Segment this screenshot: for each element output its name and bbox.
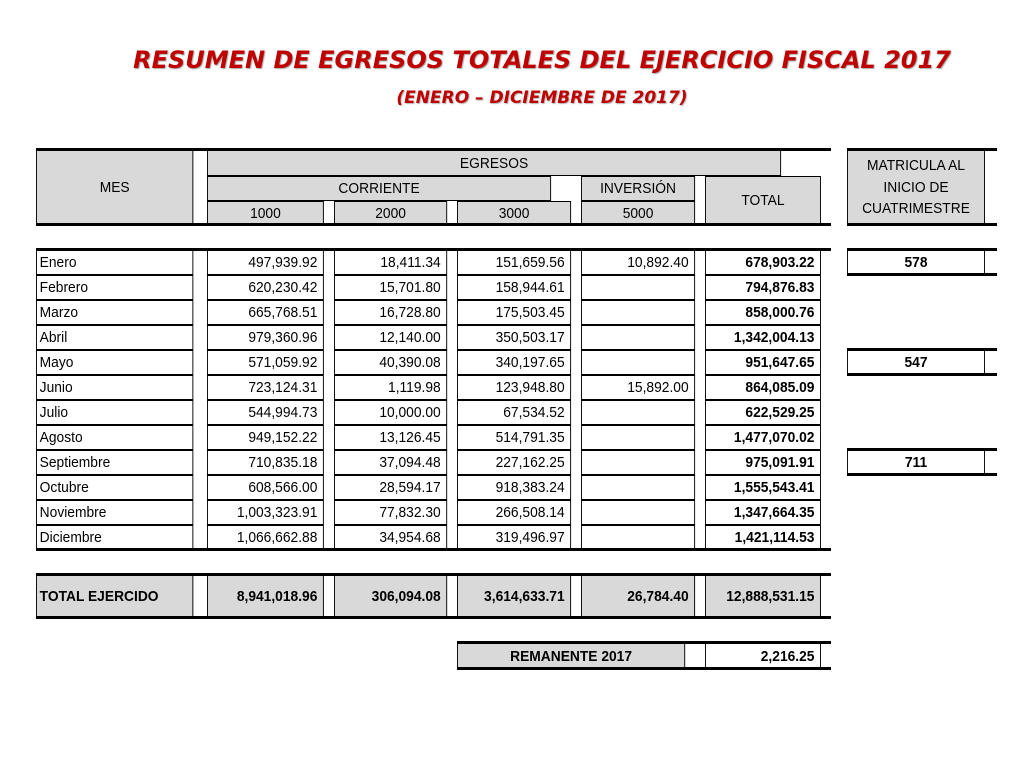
cell-total: 1,421,114.53 xyxy=(705,525,821,550)
table-border xyxy=(36,223,831,226)
cell-5000 xyxy=(581,325,695,350)
cell-2000: 77,832.30 xyxy=(334,500,447,525)
cell-3000: 514,791.35 xyxy=(457,425,571,450)
cell-1000: 571,059.92 xyxy=(207,350,324,375)
cell-1000: 1,066,662.88 xyxy=(207,525,324,550)
header-corriente: CORRIENTE xyxy=(207,176,551,201)
table-border xyxy=(847,273,997,276)
cell-1000: 544,994.73 xyxy=(207,400,324,425)
table-border xyxy=(847,148,997,151)
cell-5000 xyxy=(581,425,695,450)
table-border xyxy=(847,473,997,476)
header-5000: 5000 xyxy=(581,201,695,225)
header-1000: 1000 xyxy=(207,201,324,225)
cell-5000 xyxy=(581,450,695,475)
month-label: Septiembre xyxy=(36,450,193,475)
cell-2000: 1,119.98 xyxy=(334,375,447,400)
table-border xyxy=(847,373,997,376)
cell-1000: 608,566.00 xyxy=(207,475,324,500)
cell-2000: 12,140.00 xyxy=(334,325,447,350)
cell-3000: 175,503.45 xyxy=(457,300,571,325)
month-label: Agosto xyxy=(36,425,193,450)
month-label: Noviembre xyxy=(36,500,193,525)
cell-total: 678,903.22 xyxy=(705,250,821,275)
cell-5000 xyxy=(581,500,695,525)
cell-1000: 979,360.96 xyxy=(207,325,324,350)
month-label: Octubre xyxy=(36,475,193,500)
cell-2000: 10,000.00 xyxy=(334,400,447,425)
month-label: Marzo xyxy=(36,300,193,325)
cell-3000: 67,534.52 xyxy=(457,400,571,425)
cell-2000: 13,126.45 xyxy=(334,425,447,450)
cell-total: 1,555,543.41 xyxy=(705,475,821,500)
table-border xyxy=(36,548,831,551)
cell-total: 1,347,664.35 xyxy=(705,500,821,525)
matricula-value: 711 xyxy=(847,450,985,475)
remanente-value: 2,216.25 xyxy=(705,643,821,669)
cell-2000: 18,411.34 xyxy=(334,250,447,275)
cell-3000: 918,383.24 xyxy=(457,475,571,500)
cell-5000: 10,892.40 xyxy=(581,250,695,275)
cell-total: 858,000.76 xyxy=(705,300,821,325)
cell-3000: 151,659.56 xyxy=(457,250,571,275)
cell-2000: 34,954.68 xyxy=(334,525,447,550)
cell-3000: 123,948.80 xyxy=(457,375,571,400)
cell-2000: 37,094.48 xyxy=(334,450,447,475)
cell-5000: 15,892.00 xyxy=(581,375,695,400)
cell-1000: 723,124.31 xyxy=(207,375,324,400)
month-label: Febrero xyxy=(36,275,193,300)
cell-total: 794,876.83 xyxy=(705,275,821,300)
matricula-value: 578 xyxy=(847,250,985,275)
cell-3000: 350,503.17 xyxy=(457,325,571,350)
total-2000: 306,094.08 xyxy=(334,575,447,618)
table-border xyxy=(457,641,831,644)
cell-3000: 227,162.25 xyxy=(457,450,571,475)
cell-total: 951,647.65 xyxy=(705,350,821,375)
cell-total: 1,477,070.02 xyxy=(705,425,821,450)
remanente-label: REMANENTE 2017 xyxy=(457,643,685,669)
month-label: Diciembre xyxy=(36,525,193,550)
cell-1000: 949,152.22 xyxy=(207,425,324,450)
cell-2000: 28,594.17 xyxy=(334,475,447,500)
month-label: Junio xyxy=(36,375,193,400)
document-title: RESUMEN DE EGRESOS TOTALES DEL EJERCICIO FISCAL 2017 xyxy=(133,46,951,74)
month-label: Mayo xyxy=(36,350,193,375)
header-mes: MES xyxy=(36,150,193,225)
cell-3000: 340,197.65 xyxy=(457,350,571,375)
table-border xyxy=(847,248,997,251)
cell-2000: 15,701.80 xyxy=(334,275,447,300)
matricula-value: 547 xyxy=(847,350,985,375)
cell-total: 1,342,004.13 xyxy=(705,325,821,350)
table-border xyxy=(36,616,831,619)
cell-total: 864,085.09 xyxy=(705,375,821,400)
header-total: TOTAL xyxy=(705,176,821,225)
cell-2000: 16,728.80 xyxy=(334,300,447,325)
cell-1000: 497,939.92 xyxy=(207,250,324,275)
cell-total: 975,091.91 xyxy=(705,450,821,475)
table-border xyxy=(847,223,997,226)
cell-5000 xyxy=(581,400,695,425)
cell-1000: 710,835.18 xyxy=(207,450,324,475)
total-5000: 26,784.40 xyxy=(581,575,695,618)
total-ejercido-label: TOTAL EJERCIDO xyxy=(36,575,193,618)
total-1000: 8,941,018.96 xyxy=(207,575,324,618)
document-subtitle: (ENERO – DICIEMBRE DE 2017) xyxy=(396,88,688,108)
cell-5000 xyxy=(581,350,695,375)
cell-1000: 665,768.51 xyxy=(207,300,324,325)
total-total: 12,888,531.15 xyxy=(705,575,821,618)
cell-1000: 1,003,323.91 xyxy=(207,500,324,525)
month-label: Enero xyxy=(36,250,193,275)
table-border xyxy=(36,148,831,151)
table-border xyxy=(457,667,831,670)
month-label: Abril xyxy=(36,325,193,350)
cell-3000: 319,496.97 xyxy=(457,525,571,550)
header-egresos: EGRESOS xyxy=(207,150,781,176)
cell-5000 xyxy=(581,475,695,500)
header-2000: 2000 xyxy=(334,201,447,225)
cell-5000 xyxy=(581,275,695,300)
cell-3000: 158,944.61 xyxy=(457,275,571,300)
header-matricula: MATRICULA AL INICIO DE CUATRIMESTRE xyxy=(847,150,985,225)
cell-3000: 266,508.14 xyxy=(457,500,571,525)
table-border xyxy=(847,348,997,351)
cell-5000 xyxy=(581,300,695,325)
header-3000: 3000 xyxy=(457,201,571,225)
total-3000: 3,614,633.71 xyxy=(457,575,571,618)
cell-1000: 620,230.42 xyxy=(207,275,324,300)
month-label: Julio xyxy=(36,400,193,425)
table-border xyxy=(36,573,831,576)
cell-5000 xyxy=(581,525,695,550)
table-border xyxy=(847,448,997,451)
cell-2000: 40,390.08 xyxy=(334,350,447,375)
cell-total: 622,529.25 xyxy=(705,400,821,425)
header-inversion: INVERSIÓN xyxy=(581,176,695,201)
